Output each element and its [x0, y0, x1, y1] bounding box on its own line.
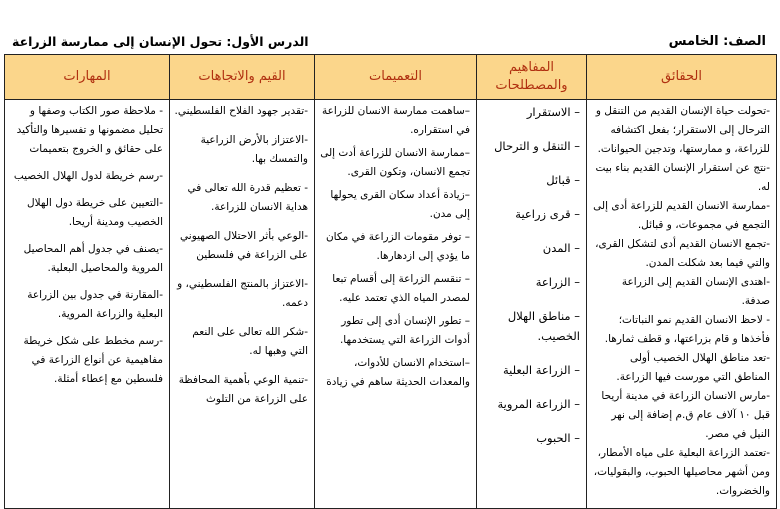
generalization-item: –استخدام الانسان للأدوات، والمعدات الحديثة ساهم في زيادة: [326, 357, 470, 388]
table-row: [5, 100, 777, 509]
header-skills: المهارات: [5, 55, 170, 100]
concept-item: – التنقل و الترحال: [494, 139, 580, 153]
header-values: القيم والاتجاهات: [170, 55, 315, 100]
fact-item: -اهتدى الإنسان القديم إلى الزراعة صدفة.: [621, 276, 770, 307]
concept-item: – مناطق الهلال الخصيب.: [507, 309, 580, 343]
class-label: الصف: الخامس: [668, 34, 766, 49]
concept-item: – قرى زراعية: [515, 207, 580, 221]
lesson-analysis-table: [4, 54, 777, 509]
value-item: -الاعتزاز بالأرض الزراعية والتمسك بها.: [200, 134, 308, 165]
value-item: -الاعتزاز بالمنتج الفلسطيني، و دعمه.: [177, 278, 308, 309]
generalization-item: – تنقسم الزراعة إلى أقسام تبعا لمصدر المياه الذي تعتمد عليه.: [332, 273, 470, 304]
header-facts: الحقائق: [587, 55, 777, 100]
fact-item: -تجمع الانسان القديم أدى لتشكل القرى، والتي فيما بعد شكلت المدن.: [595, 238, 770, 269]
concept-item: – الزراعة: [535, 275, 580, 289]
value-item: - تعظيم قدرة الله تعالى في هداية الانسان للزراعة.: [187, 182, 308, 213]
skills-cell: [5, 100, 170, 509]
header-generalizations: التعميمات: [315, 55, 477, 100]
skill-item: - ملاحظة صور الكتاب وصفها و تحليل مضمونها و تفسيرها والتأكيد على حقائق و الخروج بتعميمات: [16, 105, 163, 155]
generalization-item: –ممارسة الانسان للزراعة أدت إلى تجمع الانسان، وتكون القرى.: [320, 147, 470, 178]
value-item: -شكر الله تعالى على النعم التي وهبها له.: [192, 326, 308, 357]
fact-item: - لاحظ الانسان القديم نمو النباتات؛ فأخذها و قام بزراعتها، و قطف ثمارها.: [604, 314, 770, 345]
skill-item: -يصنف في جدول أهم المحاصيل المروية والمحاصيل البعلية.: [23, 243, 163, 274]
value-item: -الوعي بأثر الاحتلال الصهيوني على الزراعة في فلسطين: [180, 230, 308, 261]
concept-item: – الزراعة البعلية: [502, 363, 580, 377]
concept-item: – الحبوب: [536, 431, 580, 445]
generalizations-cell: [315, 100, 477, 509]
generalization-item: – توفر مقومات الزراعة في مكان ما يؤدي إلى ازدهارها.: [325, 231, 470, 262]
value-item: -تنمية الوعي بأهمية المحافظة على الزراعة من التلوث: [178, 374, 308, 405]
header-concepts: المفاهيم والمصطلحات: [477, 55, 587, 100]
skill-item: -المقارنة في جدول بين الزراعة البعلية والزراعة المروية.: [27, 289, 163, 320]
generalization-item: – تطور الإنسان أدى إلى تطور أدوات الزراعة التي يستخدمها.: [339, 315, 470, 346]
fact-item: -تعتمد الزراعة البعلية على مياه الأمطار، ومن أشهر محاصيلها الحبوب، والبقوليات، والخضروات.: [593, 447, 770, 497]
value-item: -تقدير جهود الفلاح الفلسطيني.: [174, 105, 308, 117]
concept-item: – قبائل: [546, 173, 580, 187]
generalization-item: –زيادة أعداد سكان القرى يحولها إلى مدن.: [330, 189, 470, 220]
facts-cell: [587, 100, 777, 509]
values-cell: [170, 100, 315, 509]
skill-item: -رسم خريطة لدول الهلال الخصيب: [13, 170, 163, 182]
fact-item: -نتج عن استقرار الإنسان القديم بناء بيت له.: [595, 162, 770, 193]
concept-item: – الزراعة المروية: [497, 397, 580, 411]
fact-item: -تعد مناطق الهلال الخصيب أولى المناطق التي مورست فيها الزراعة.: [616, 352, 770, 383]
concept-item: – الاستقرار: [526, 105, 580, 119]
lesson-title: الدرس الأول: تحول الإنسان إلى ممارسة الزراعة: [12, 34, 309, 49]
table-header-row: [5, 55, 777, 100]
fact-item: -ممارسة الانسان القديم للزراعة أدى إلى التجمع في مجموعات، و قبائل.: [593, 200, 770, 231]
skill-item: -التعيين على خريطة دول الهلال الخصيب ومدينة أريحا.: [27, 197, 163, 228]
fact-item: -مارس الانسان الزراعة في مدينة أريحا قبل ١٠ آلاف عام ق.م إضافة إلى نهر النيل في مصر.: [601, 390, 770, 440]
page-header: [0, 30, 780, 52]
generalization-item: –ساهمت ممارسة الانسان للزراعة في استقراره.: [321, 105, 470, 136]
concepts-cell: [477, 100, 587, 509]
concept-item: – المدن: [542, 241, 580, 255]
fact-item: -تحولت حياة الإنسان القديم من التنقل و الترحال إلى الاستقرار؛ بفعل اكتشافه للزراعة، و ممارستها، وتدجين الحيوانات.: [595, 105, 770, 155]
skill-item: -رسم مخطط على شكل خريطة مفاهيمية عن أنواع الزراعة في فلسطين مع إعطاء أمثلة.: [23, 335, 163, 385]
